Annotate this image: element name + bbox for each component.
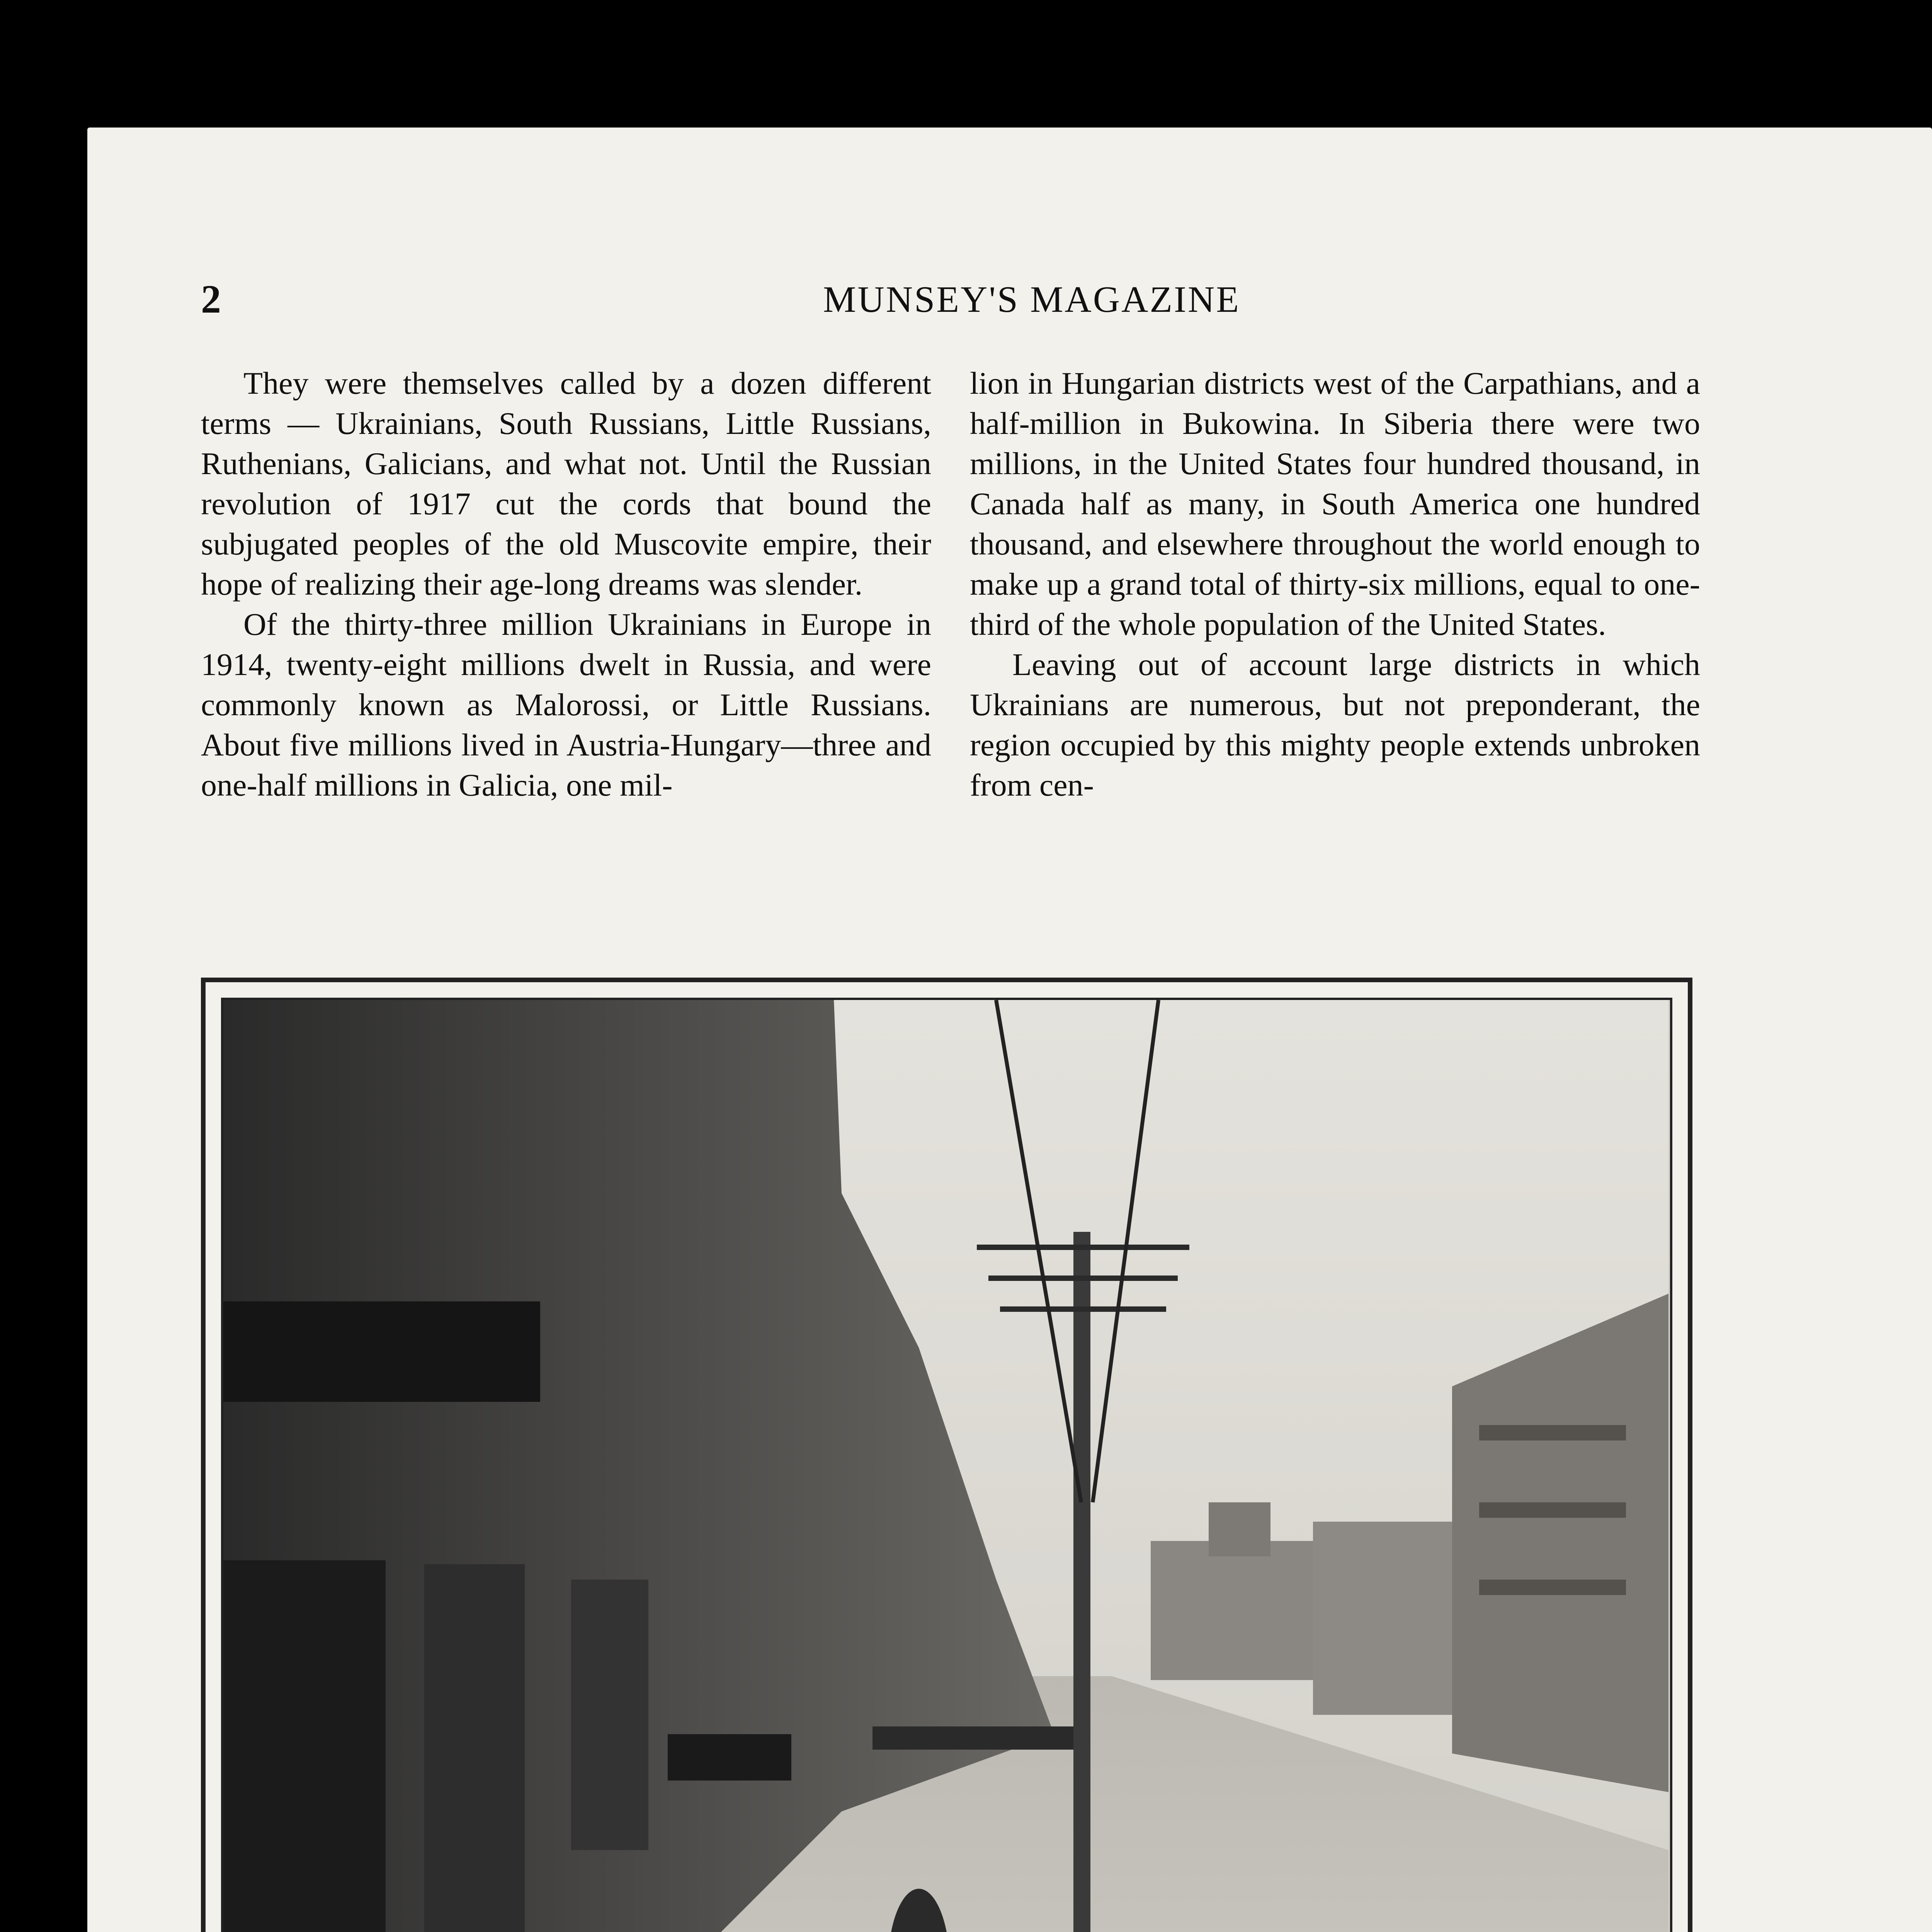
- running-head: [201, 278, 1700, 321]
- magazine-title: MUNSEY'S MAGAZINE: [823, 279, 1240, 320]
- paragraph: Leaving out of account large districts in which Ukrainians are numerous, but not preponderant, the region occupied by this mighty people extends unbroken from cen-: [970, 647, 1700, 803]
- text-column-left: [201, 363, 931, 805]
- street-scene-illustration: [223, 1000, 1668, 1932]
- paragraph: lion in Hungarian districts west of the Carpathians, and a half-million in Bukowina. In Siberia there were two millions, in the United States four hundred thousand, in Canada half as many, in South America one hundred thousand, and elsewhere throughout the world enough to make up a grand total of thirty-six millions, equal to one-third of the whole population of the United States.: [970, 366, 1700, 642]
- text-column-right: [970, 363, 1700, 805]
- photo-frame: [201, 978, 1692, 1932]
- street-scene-photo: [221, 998, 1672, 1932]
- paragraph: Of the thirty-three million Ukrainians in Europe in 1914, twenty-eight millions dwelt in Russia, and were commonly known as Malorossi, or Little Russians. About five millions lived in Austria-Hungary—three and one-half millions in Galicia, one mil-: [201, 607, 931, 803]
- paragraph: They were themselves called by a dozen different terms — Ukrainians, South Russians, Little Russians, Ruthenians, Galicians, and what not. Until the Russian revolution of 1917 cut the cords that bound the subjugated peoples of the old Muscovite empire, their hope of realizing their age-long dreams was slender.: [201, 366, 931, 602]
- page-number: 2: [201, 277, 221, 321]
